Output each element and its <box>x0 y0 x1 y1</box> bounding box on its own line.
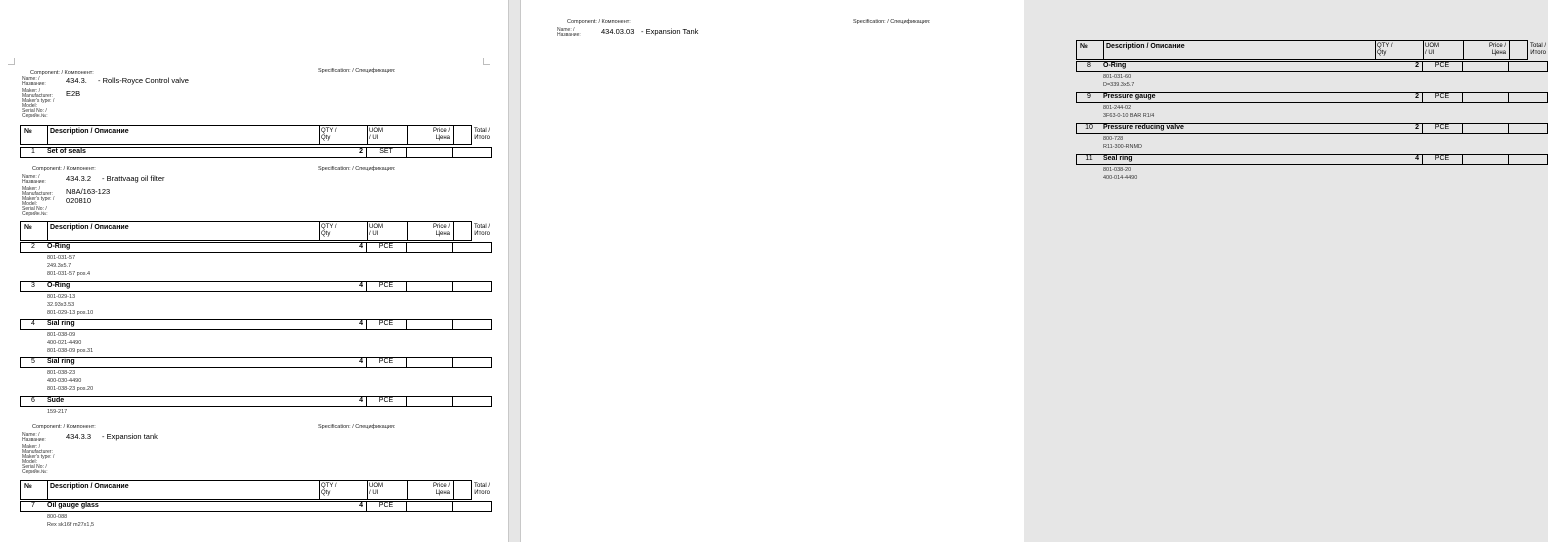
table-header <box>20 480 490 500</box>
row-number: 3 <box>31 282 35 289</box>
header-description: Description / Описание <box>1106 43 1185 50</box>
row-number: 7 <box>31 502 35 509</box>
row-detail-line: 801-031-57 pos.4 <box>47 271 91 277</box>
row-description: Seal ring <box>1103 155 1133 162</box>
row-detail-line: 800-728 <box>1103 136 1124 142</box>
row-qty: 4 <box>359 320 363 327</box>
row-uom: PCE <box>1434 93 1450 100</box>
row-description: O-Ring <box>47 243 71 250</box>
maker-label: Maker: / <box>22 88 41 94</box>
header-price-line2: Цена <box>435 490 450 496</box>
document-page-left <box>0 0 508 542</box>
row-detail-line: 159-217 <box>47 409 68 415</box>
component-label: Component: / Компонент: <box>30 70 94 76</box>
component-name: - Brattvaag oil filter <box>102 174 165 183</box>
row-description: Sial ring <box>47 320 75 327</box>
header-total-line1: Total / <box>473 128 490 134</box>
row-detail-line: 32.93x3.53 <box>47 302 75 308</box>
row-description: Oil gauge glass <box>47 502 99 509</box>
header-uom <box>369 481 383 499</box>
row-detail-line: Rex sk16f m27x1,5 <box>47 522 95 528</box>
row-qty: 2 <box>1415 93 1419 100</box>
table-header-divider <box>319 481 320 499</box>
row-detail-line: R11-300-RNMD <box>1103 144 1143 150</box>
row-qty: 2 <box>1415 62 1419 69</box>
component-label: Component: / Компонент: <box>32 166 96 172</box>
row-uom: PCE <box>378 243 394 250</box>
row-description: Set of seals <box>47 148 86 155</box>
row-total-box <box>1508 123 1548 134</box>
row-detail-line: 801-029-13 <box>47 294 76 300</box>
row-number: 2 <box>31 243 35 250</box>
row-total-box <box>452 501 492 512</box>
row-number: 1 <box>31 148 35 155</box>
name-label: Name: / <box>22 76 40 82</box>
component-section <box>0 0 508 542</box>
header-qty-line2: Qty <box>321 231 331 237</box>
row-uom: PCE <box>378 397 394 404</box>
header-qty <box>1377 41 1393 59</box>
row-description: Sial ring <box>47 358 75 365</box>
row-description: O-Ring <box>47 282 71 289</box>
header-uom-line2: / UI <box>369 135 379 141</box>
row-uom: PCE <box>378 320 394 327</box>
row-detail-line: 801-038-20 <box>1103 167 1132 173</box>
row-description: Sude <box>47 397 65 404</box>
table-row <box>1076 92 1528 104</box>
header-qty-line2: Qty <box>321 135 331 141</box>
row-number: 9 <box>1087 93 1091 100</box>
manufacturer-label: Manufacturer: <box>22 449 53 455</box>
row-price-box <box>1462 154 1509 165</box>
header-uom-line2: / UI <box>369 490 379 496</box>
row-uom: SET <box>379 148 393 155</box>
component-name: - Rolls-Royce Control valve <box>98 76 189 85</box>
header-price <box>407 481 450 499</box>
row-detail-line: 801-038-09 pos.31 <box>47 348 94 354</box>
row-uom: PCE <box>378 282 394 289</box>
row-number: 11 <box>1085 155 1093 162</box>
row-qty: 4 <box>359 397 363 404</box>
header-qty-line1: QTY / <box>321 128 337 134</box>
header-qty-line1: QTY / <box>321 224 337 230</box>
model-label: Model: <box>22 459 38 465</box>
table-header-divider <box>1423 41 1424 59</box>
row-description: O-Ring <box>1103 62 1127 69</box>
component-label: Component: / Компонент: <box>32 424 96 430</box>
header-total-line2: Итого <box>1530 50 1546 56</box>
row-qty: 4 <box>359 358 363 365</box>
row-price-box <box>406 501 453 512</box>
row-description-box <box>1076 61 1423 72</box>
row-description: Pressure gauge <box>1103 93 1156 100</box>
header-no: № <box>24 483 32 490</box>
name-label-ru: Название: <box>22 437 46 443</box>
row-qty: 2 <box>359 148 363 155</box>
header-description: Description / Описание <box>50 483 129 490</box>
row-total-box <box>1508 154 1548 165</box>
row-detail-line: D=339.3x5.7 <box>1103 82 1135 88</box>
row-description: Pressure reducing valve <box>1103 124 1184 131</box>
row-price-box <box>1462 92 1509 103</box>
manufacturer-label: Manufacturer: <box>22 93 53 99</box>
row-detail-line: 801-038-23 <box>47 370 76 376</box>
row-detail-line: 801-038-09 <box>47 332 76 338</box>
serial-label: Serial No: / <box>22 108 47 114</box>
header-uom-line1: UOM <box>369 483 383 489</box>
manufacturer-label: Manufacturer: <box>22 191 53 197</box>
row-price-box <box>1462 123 1509 134</box>
table-header-divider <box>367 481 368 499</box>
model-label: Model: <box>22 103 38 109</box>
table-row <box>1076 61 1528 73</box>
row-qty: 4 <box>1415 155 1419 162</box>
row-uom: PCE <box>1434 62 1450 69</box>
header-price-line1: Price / <box>432 224 450 230</box>
component-name: - Expansion Tank <box>641 27 699 36</box>
row-uom: PCE <box>1434 155 1450 162</box>
row-uom: PCE <box>378 502 394 509</box>
row-detail-line: 249.3x5.7 <box>47 263 72 269</box>
row-detail-line: 400-021-4490 <box>47 340 82 346</box>
model-label: Model: <box>22 201 38 207</box>
header-description: Description / Описание <box>50 224 129 231</box>
table-row <box>1076 154 1528 166</box>
row-price-box <box>1462 61 1509 72</box>
row-number: 10 <box>1085 124 1093 131</box>
header-total-line1: Total / <box>1529 43 1546 49</box>
table-header-divider <box>1103 41 1104 59</box>
table-row <box>20 501 472 513</box>
row-uom: PCE <box>378 358 394 365</box>
serial-label: Serial No: / <box>22 464 47 470</box>
header-uom-line2: / UI <box>1425 50 1435 56</box>
name-label-ru: Название: <box>22 179 46 185</box>
header-qty-line1: QTY / <box>321 483 337 489</box>
header-price-line2: Цена <box>1491 50 1506 56</box>
specification-label: Specification: / Спецификация: <box>318 166 396 172</box>
component-code: 434.3.2 <box>66 174 92 183</box>
name-label: Name: / <box>557 27 575 33</box>
header-description: Description / Описание <box>50 128 129 135</box>
row-detail-line: 801-031-60 <box>1103 74 1132 80</box>
component-section <box>521 0 1546 542</box>
specification-label: Specification: / Спецификация: <box>318 424 396 430</box>
header-no: № <box>24 224 32 231</box>
serial-label-ru: Серийн.№: <box>22 469 48 475</box>
header-total-line1: Total / <box>473 483 490 489</box>
row-detail-line: 400-030-4490 <box>47 378 82 384</box>
header-price-line1: Price / <box>432 128 450 134</box>
row-detail-line: 801-038-23 pos.20 <box>47 386 94 392</box>
serial-label: Serial No: / <box>22 206 47 212</box>
name-label: Name: / <box>22 174 40 180</box>
header-qty <box>321 481 337 499</box>
makers-type-label: Maker's type: / <box>22 196 55 202</box>
row-number: 8 <box>1087 62 1091 69</box>
specification-label: Specification: / Спецификация: <box>853 19 931 25</box>
row-qty: 2 <box>1415 124 1419 131</box>
page-gutter <box>508 0 521 542</box>
maker-value: N8A/163-123 <box>66 187 111 196</box>
header-total <box>453 481 490 499</box>
header-total <box>1509 41 1546 59</box>
component-code: 434.03.03 <box>601 27 635 36</box>
serial-label-ru: Серийн.№: <box>22 113 48 119</box>
row-detail-line: 3F63-0-10 BAR R1/4 <box>1103 113 1155 119</box>
row-qty: 4 <box>359 502 363 509</box>
header-total-line2: Итого <box>474 231 490 237</box>
row-total-box <box>1508 92 1548 103</box>
header-no: № <box>1080 43 1088 50</box>
document-page-right <box>521 0 1546 542</box>
row-number: 4 <box>31 320 35 327</box>
header-qty-line2: Qty <box>321 490 331 496</box>
component-name: - Expansion tank <box>102 432 158 441</box>
row-number: 6 <box>31 397 35 404</box>
header-uom-line2: / UI <box>369 231 379 237</box>
header-uom-line1: UOM <box>369 128 383 134</box>
header-uom-line1: UOM <box>369 224 383 230</box>
row-detail-line: 801-029-13 pos.10 <box>47 310 94 316</box>
makers-type-label: Maker's type: / <box>22 98 55 104</box>
header-total-line2: Итого <box>474 135 490 141</box>
component-code: 434.3. <box>66 76 87 85</box>
row-qty: 4 <box>359 243 363 250</box>
table-header-divider <box>47 481 48 499</box>
header-qty-line1: QTY / <box>1377 43 1393 49</box>
row-detail-line: 801-244-02 <box>1103 105 1132 111</box>
row-detail-line: 801-031-57 <box>47 255 76 261</box>
header-price <box>1463 41 1506 59</box>
makers-type-value: 020810 <box>66 196 92 205</box>
table-header-divider <box>1375 41 1376 59</box>
header-price-line1: Price / <box>432 483 450 489</box>
maker-label: Maker: / <box>22 186 41 192</box>
header-no: № <box>24 128 32 135</box>
row-uom: PCE <box>1434 124 1450 131</box>
row-number: 5 <box>31 358 35 365</box>
header-price-line1: Price / <box>1488 43 1506 49</box>
row-total-box <box>1508 61 1548 72</box>
header-price-line2: Цена <box>435 231 450 237</box>
header-qty-line2: Qty <box>1377 50 1387 56</box>
row-qty: 4 <box>359 282 363 289</box>
specification-label: Specification: / Спецификация: <box>318 68 396 74</box>
row-detail-line: 400-014-4490 <box>1103 175 1138 181</box>
header-price-line2: Цена <box>435 135 450 141</box>
row-detail-line: 800-088 <box>47 514 68 520</box>
name-label-ru: Название: <box>557 32 581 38</box>
header-uom <box>1425 41 1439 59</box>
header-uom-line1: UOM <box>1425 43 1439 49</box>
table-header <box>1076 40 1546 60</box>
name-label: Name: / <box>22 432 40 438</box>
header-total-line1: Total / <box>473 224 490 230</box>
component-code: 434.3.3 <box>66 432 92 441</box>
component-label: Component: / Компонент: <box>567 19 631 25</box>
table-row <box>1076 123 1528 135</box>
name-label-ru: Название: <box>22 81 46 87</box>
makers-type-label: Maker's type: / <box>22 454 55 460</box>
header-total-line2: Итого <box>474 490 490 496</box>
serial-label-ru: Серийн.№: <box>22 211 48 217</box>
maker-value: E2B <box>66 89 81 98</box>
maker-label: Maker: / <box>22 444 41 450</box>
